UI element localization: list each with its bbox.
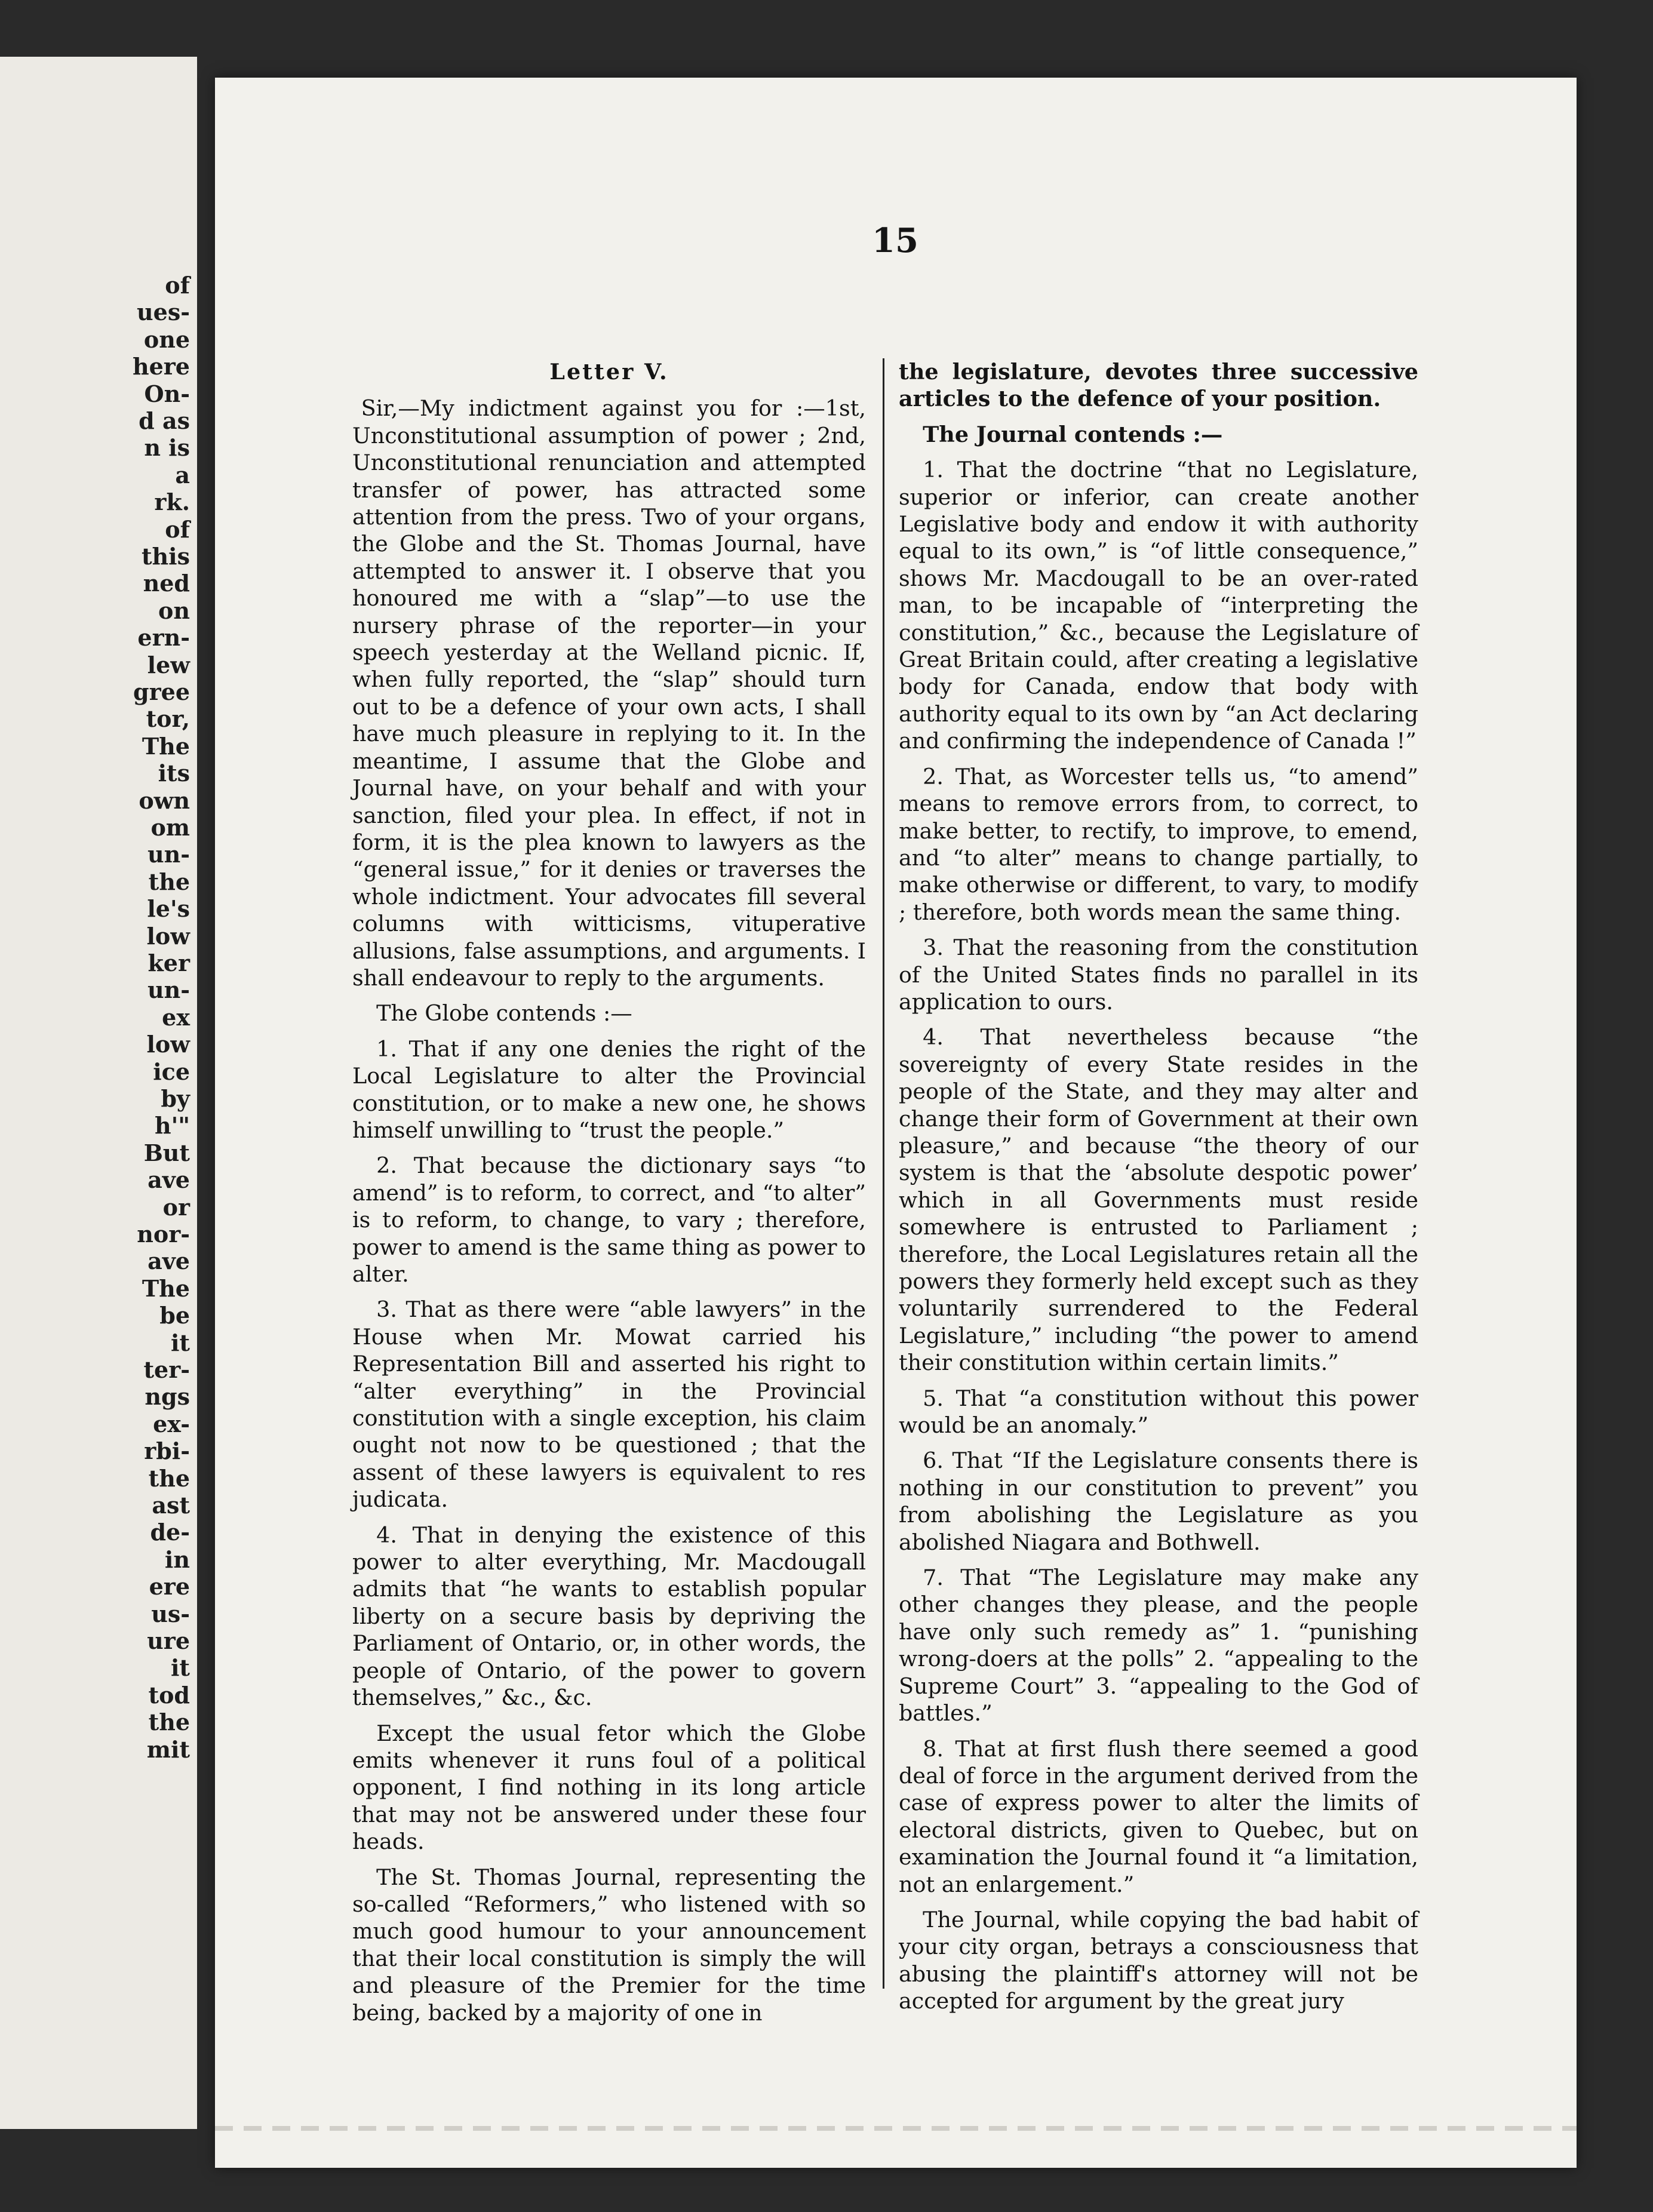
facing-page-line-fragment: ngs — [145, 1383, 190, 1411]
facing-page-line-fragment: ex- — [153, 1410, 190, 1437]
facing-page-line-fragment: own — [139, 787, 190, 814]
facing-page-line-fragment: ern- — [137, 624, 190, 652]
journal-point-1: 1. That the doctrine “that no Legislature, superior or inferior, can create another Legislative body and endow it with authority equal to its own,” is “of little consequence,” shows Mr. Macdougall to be an over-rated man, to be incapable of “interpreting the constitution,” &c., because the Legislature of Great Britain could, after creating a legislative body for Canada, endow that body with authority equal to its own by “an Act declaring and confirming the independence of Canada !” — [899, 457, 1418, 754]
except-paragraph: Except the usual fetor which the Globe emits whenever it runs foul of a political opponent, I find nothing in its long article that may not be answered under these four heads. — [352, 1720, 866, 1855]
facing-page-line-fragment: nor- — [137, 1221, 190, 1248]
facing-page-line-fragment: rbi- — [144, 1437, 190, 1465]
facing-page-line-fragment: On- — [144, 380, 190, 407]
facing-page-line-fragment: ere — [149, 1573, 190, 1600]
facing-page-line-fragment: n is — [144, 434, 190, 462]
globe-point-2: 2. That because the dictionary says “to amend” is to reform, to correct, and “to alter” is to reform, to change, to vary ; therefore, power to amend is the same thing as power to alter. — [352, 1153, 866, 1287]
facing-page-line-fragment: gree — [133, 678, 190, 705]
facing-page-line-fragment: low — [146, 922, 190, 950]
facing-page-line-fragment: by — [161, 1085, 190, 1112]
st-thomas-journal-paragraph: The St. Thomas Journal, representing the so-called “Reformers,” who listened with so much good humour to your announcement that their local constitution is simply the will and pleasure of the Premier for the time being, backed by a majority of one in — [352, 1864, 866, 2026]
facing-page-line-fragment: ter- — [143, 1356, 190, 1383]
journal-point-3: 3. That the reasoning from the constitution of the United States finds no parallel in its application to ours. — [899, 935, 1418, 1015]
salutation: Sir, — [361, 395, 398, 422]
facing-page-line-fragment: of — [165, 272, 190, 299]
globe-point-3: 3. That as there were “able lawyers” in the House when Mr. Mowat carried his Representation Bill and asserted his right to “alter everything” in the Provincial constitution with a single exception, his claim ought not now to be questioned ; that the assent of these lawyers is equivalent to res judicata. — [352, 1297, 866, 1513]
facing-page-line-fragment: it — [171, 1654, 190, 1682]
facing-page-line-fragment: this — [141, 543, 190, 570]
facing-page-fragment — [0, 57, 197, 2129]
journal-point-8: 8. That at first flush there seemed a good deal of force in the argument derived from the case of express power to alter the limits of electoral districts, given to Quebec, but on examination the Journal found it “a limitation, not an enlargement.” — [899, 1735, 1418, 1897]
facing-page-line-fragment: lew — [147, 651, 190, 678]
facing-page-line-fragment: of — [165, 515, 190, 543]
facing-page-line-fragment: un- — [147, 841, 190, 868]
facing-page-line-fragment: mit — [146, 1735, 190, 1763]
opening-paragraph-text: —My indictment against you for :—1st, Unconstitutional assumption of power ; 2nd, Unconstitutional renunciation and attempted transfer of power, has attracted some attention from the press. Two of your organs, the Globe and the St. Thomas Journal, have attempted to answer it. I observe that you honoured me with a “slap”—to use the nursery phrase of the reporter—in your speech yesterday at the Welland picnic. If, when fully reported, the “slap” should turn out to be a defence of your own acts, I shall have much pleasure in replying to it. In the meantime, I assume that the Globe and Journal have, on your behalf and with your sanction, filed your plea. In effect, if not in form, it is the plea known to lawyers as the “general issue,” for it denies or traverses the whole indictment. Your advocates fill several columns with witticisms, vituperative allusions, false assumptions, and arguments. I shall endeavour to reply to the arguments. — [352, 395, 866, 991]
facing-page-line-fragment: tor, — [146, 705, 190, 733]
facing-page-line-fragment: ave — [148, 1248, 190, 1275]
facing-page-line-fragment: d as — [139, 407, 190, 434]
facing-page-line-fragment: the — [148, 868, 190, 895]
facing-page-line-fragment: om — [150, 814, 190, 841]
facing-page-line-fragment: ker — [148, 950, 190, 976]
facing-page-line-fragment: us- — [151, 1600, 190, 1627]
facing-page-line-fragment: The — [142, 732, 190, 760]
facing-page-line-fragment: le's — [147, 895, 190, 923]
facing-page-line-fragment: it — [171, 1329, 190, 1356]
facing-page-line-fragment: ues- — [137, 299, 190, 326]
journal-point-2: 2. That, as Worcester tells us, “to amend” means to remove errors from, to correct, to make better, to rectify, to improve, to emend, and “to alter” means to change partially, to make otherwise or different, to vary, to modify ; therefore, both words mean the same thing. — [899, 763, 1418, 925]
letter-heading: Letter V. — [549, 359, 669, 385]
facing-page-line-fragment: The — [142, 1274, 190, 1302]
facing-page-line-fragment: ave — [148, 1166, 190, 1194]
facing-page-line-fragment: ex — [162, 1003, 190, 1031]
journal-point-5: 5. That “a constitution without this power would be an anomaly.” — [899, 1385, 1418, 1439]
page-number: 15 — [872, 221, 918, 260]
facing-page-line-fragment: tod — [148, 1681, 190, 1709]
facing-page-line-fragment: the — [148, 1464, 190, 1492]
closing-paragraph: The Journal, while copying the bad habit of your city organ, betrays a consciousness that abusing the plaintiff's attorney will not be accepted for argument by the great jury — [899, 1906, 1418, 2014]
facing-page-line-fragment: here — [132, 353, 190, 380]
facing-page-line-fragment: rk. — [154, 489, 190, 516]
journal-intro: The Journal contends :— — [923, 421, 1223, 447]
globe-point-1: 1. That if any one denies the right of the Local Legislature to alter the Provincial constitution, or to make a new one, he shows himself unwilling to “trust the people.” — [352, 1036, 866, 1143]
facing-page-line-fragment: de- — [150, 1519, 190, 1546]
journal-point-6: 6. That “If the Legislature consents there is nothing in our constitution to prevent” you from abolishing the Legislature as you abolished Niagara and Bothwell. — [899, 1448, 1418, 1555]
facing-page-line-fragment: ast — [152, 1492, 190, 1519]
facing-page-line-fragment: low — [146, 1031, 190, 1058]
globe-intro: The Globe contends :— — [376, 1000, 632, 1027]
facing-page-line-fragment: its — [158, 760, 190, 787]
facing-page-line-fragment: But — [143, 1139, 190, 1166]
facing-page-line-fragment: be — [159, 1302, 190, 1329]
facing-page-line-fragment: one — [143, 325, 190, 353]
opening-paragraph — [352, 395, 866, 991]
facing-page-line-fragment: ure — [147, 1627, 190, 1654]
facing-page-line-fragment: a — [175, 461, 190, 489]
facing-page-line-fragment: in — [164, 1546, 190, 1573]
right-column — [899, 358, 1418, 2023]
column-rule — [883, 358, 884, 1989]
left-column — [352, 358, 866, 2035]
journal-point-7: 7. That “The Legislature may make any other changes they please, and the people have only such remedy as” 1. “punishing wrong-doers at the polls” 2. “appealing to the Supreme Court” 3. “appealing to the God of battles.” — [899, 1565, 1418, 1726]
document-page — [215, 78, 1577, 2168]
facing-page-line-fragment: ice — [153, 1058, 190, 1085]
facing-page-line-fragment: un- — [147, 976, 190, 1004]
facing-page-line-fragment: on — [158, 597, 190, 624]
page-bottom-stain — [215, 2126, 1577, 2131]
journal-point-4: 4. That nevertheless because “the sovereignty of every State resides in the people of the State, and they may alter and change their form of Government at their own pleasure,” and because “the theory of our system is that the ‘absolute despotic power’ which in all Governments must reside somewhere is entrusted to Parliament ; therefore, the Local Legislatures retain all the powers they formerly held except such as they voluntarily surrendered to the Federal Legislature,” including “the power to amend their constitution within certain limits.” — [899, 1024, 1418, 1376]
continuation-paragraph: the legislature, devotes three successive articles to the defence of your position. — [899, 359, 1418, 412]
globe-point-4: 4. That in denying the existence of this power to alter everything, Mr. Macdougall admits that “he wants to establish popular liberty on a secure basis by depriving the Parliament of Ontario, or, in other words, the people of Ontario, of the power to govern themselves,” &c., &c. — [352, 1522, 866, 1711]
facing-page-line-fragment: the — [148, 1709, 190, 1736]
facing-page-line-fragment: or — [162, 1193, 190, 1221]
facing-page-line-fragment: ned — [143, 570, 190, 597]
facing-page-line-fragment: h'" — [154, 1112, 190, 1139]
